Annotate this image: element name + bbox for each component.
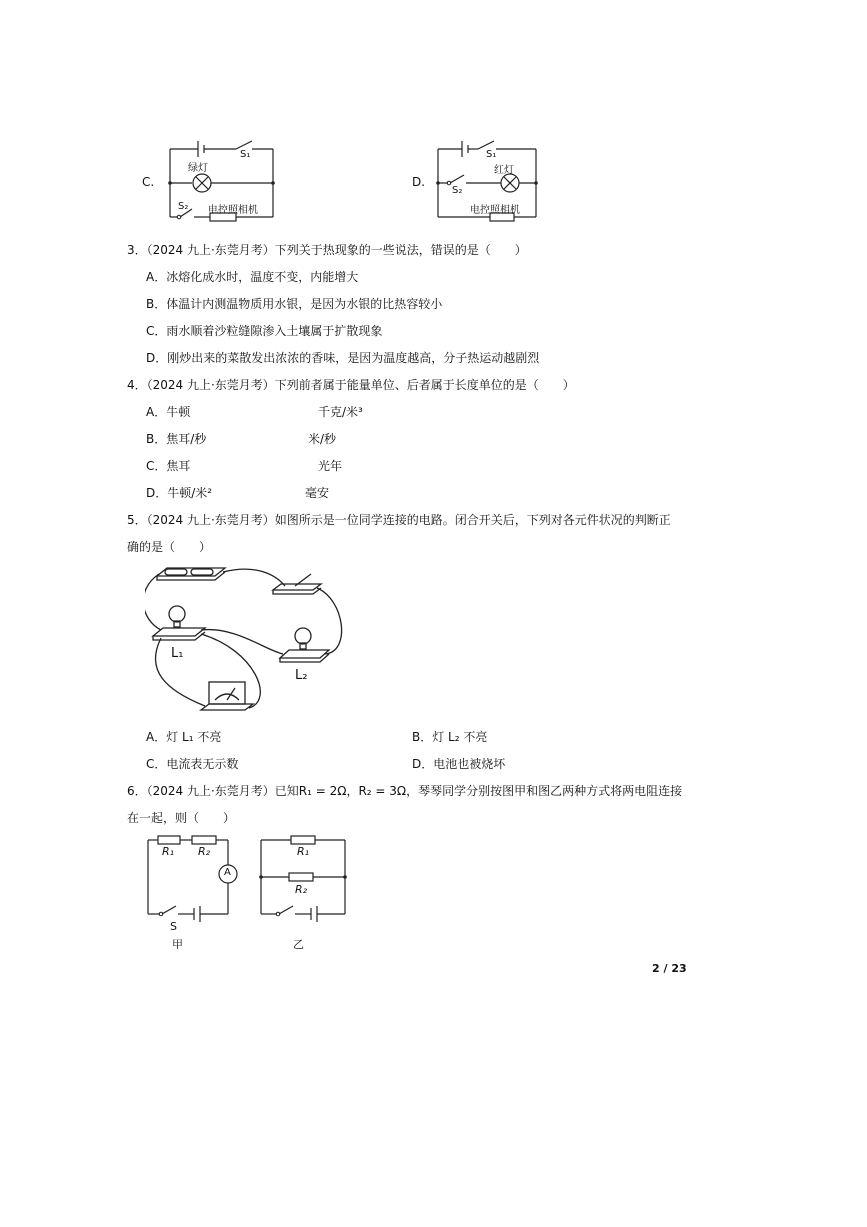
switch-s1-label: S₁	[486, 149, 497, 160]
switch-s1-label: S₁	[240, 149, 251, 160]
question-6-stem-line2: 在一起，则（ ）	[127, 811, 236, 825]
switch-s2-label: S₂	[178, 201, 189, 212]
lamp-label: 绿灯	[188, 163, 208, 174]
resistor-r2-label: R₂	[295, 883, 308, 896]
circuit-figure-d	[410, 135, 560, 230]
question-4-option-b: B．焦耳/秒	[146, 432, 207, 446]
question-4-option-a: A．牛顿	[146, 405, 191, 419]
question-3-stem: 3．（2024 九上·东莞月考）下列关于热现象的一些说法，错误的是（ ）	[127, 243, 527, 257]
lamp-l1-label: L₁	[171, 646, 184, 661]
question-3-option-c: C．雨水顺着沙粒缝隙渗入土壤属于扩散现象	[146, 324, 383, 338]
figure-yi	[255, 828, 355, 953]
question-4-stem: 4．（2024 九上·东莞月考）下列前者属于能量单位、后者属于长度单位的是（ ）	[127, 378, 575, 392]
question-3-option-a: A．冰熔化成水时，温度不变，内能增大	[146, 270, 359, 284]
camera-label: 电控照相机	[470, 205, 520, 216]
question-5-option-b: B．灯 L₂ 不亮	[412, 730, 488, 744]
figure-jia	[140, 828, 250, 953]
switch-label: S	[170, 920, 177, 933]
question-5-option-d: D．电池也被烧坏	[412, 757, 506, 771]
resistor-r1-label: R₁	[297, 845, 310, 858]
question-3-option-d: D．刚炒出来的菜散发出浓浓的香味，是因为温度越高，分子热运动越剧烈	[146, 351, 540, 365]
figure-yi-caption: 乙	[293, 938, 304, 951]
ammeter-icon: A	[224, 867, 231, 878]
question-3-option-b: B．体温计内测温物质用水银，是因为水银的比热容较小	[146, 297, 443, 311]
switch-s2-label: S₂	[452, 185, 463, 196]
question-6-stem-line1: 6．（2024 九上·东莞月考）已知R₁ = 2Ω，R₂ = 3Ω，琴琴同学分别按图甲和图乙两种方式将两电阻连接	[127, 784, 683, 798]
question-5-circuit-picture	[145, 560, 365, 720]
resistor-r2-label: R₂	[198, 845, 211, 858]
wiring-illustration	[145, 560, 365, 720]
question-4-option-b-second: 米/秒	[308, 432, 337, 446]
question-5-stem-line1: 5．（2024 九上·东莞月考）如图所示是一位同学连接的电路。闭合开关后，下列对各元件状况的判断正	[127, 513, 671, 527]
question-4-option-c: C．焦耳	[146, 459, 191, 473]
question-5-option-c: C．电流表无示数	[146, 757, 239, 771]
figure-jia-caption: 甲	[172, 938, 183, 951]
resistor-r1-label: R₁	[162, 845, 175, 858]
question-5-option-a: A．灯 L₁ 不亮	[146, 730, 222, 744]
series-circuit-diagram	[140, 828, 250, 953]
question-4-option-a-second: 千克/米³	[318, 405, 363, 419]
option-d-label: D.	[412, 175, 426, 189]
page-number: 2 / 23	[652, 962, 687, 975]
circuit-figure-c	[140, 135, 290, 230]
question-4-option-d-second: 毫安	[305, 486, 330, 500]
question-4-option-d: D．牛顿/米²	[146, 486, 213, 500]
question-5-stem-line2: 确的是（ ）	[127, 540, 212, 554]
question-4-option-c-second: 光年	[318, 459, 343, 473]
camera-label: 电控照相机	[208, 205, 258, 216]
option-c-label: C.	[142, 175, 155, 189]
lamp-l2-label: L₂	[295, 668, 308, 683]
lamp-label: 红灯	[494, 165, 514, 176]
